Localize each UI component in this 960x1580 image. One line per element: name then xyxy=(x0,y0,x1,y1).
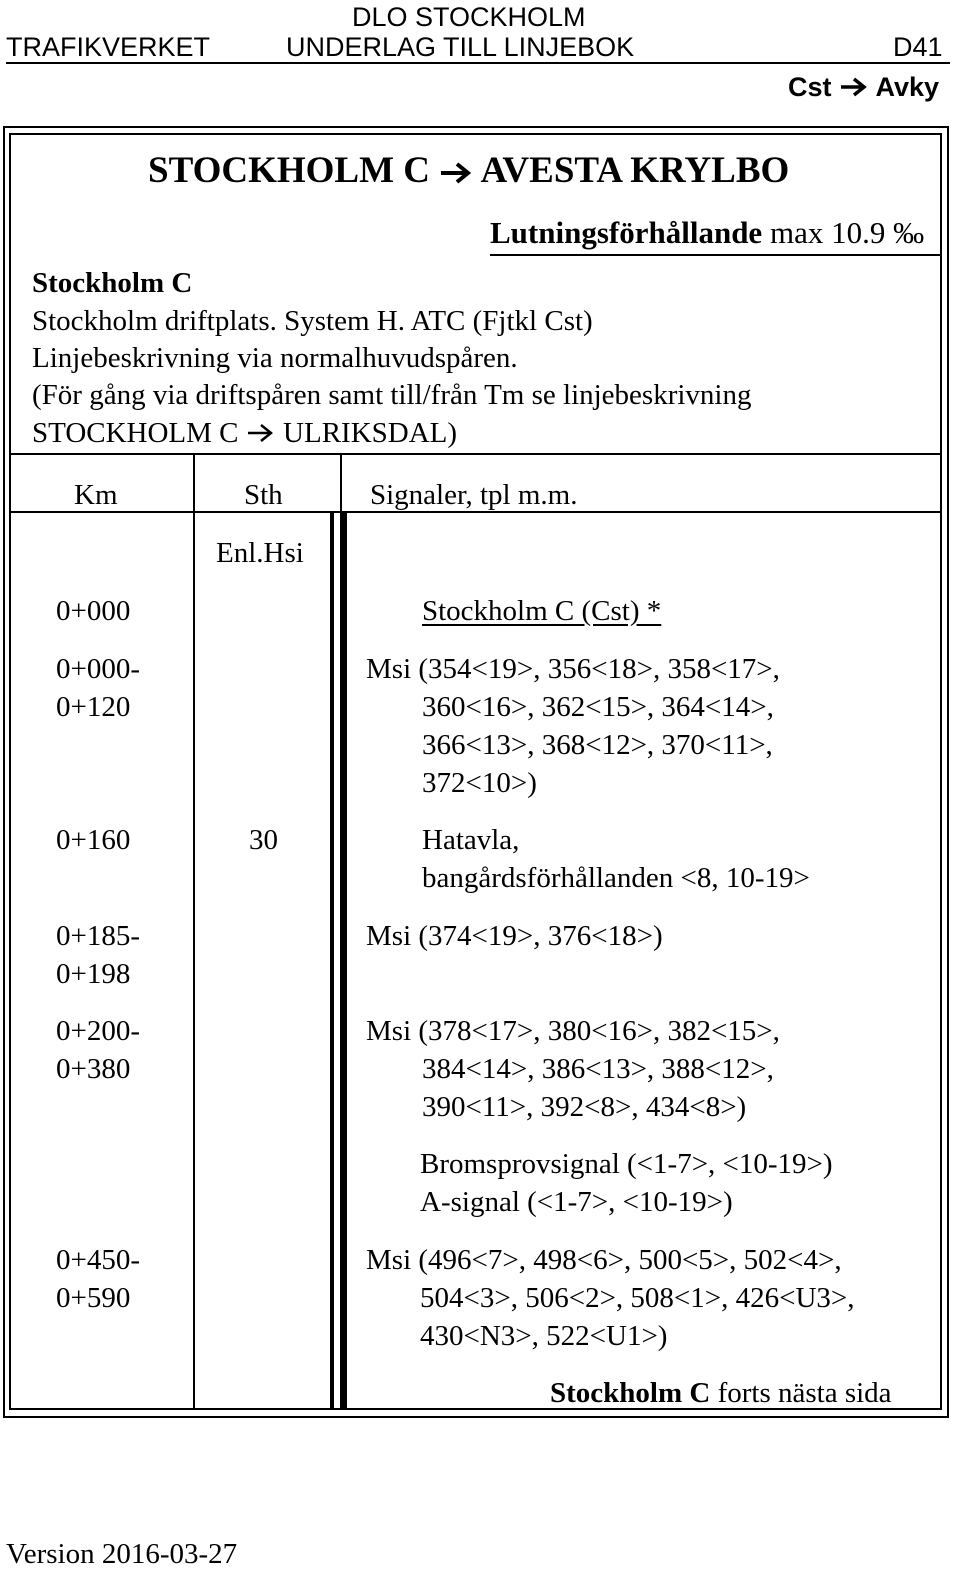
document-title: UNDERLAG TILL LINJEBOK xyxy=(286,32,635,62)
signal-line: Bromsprovsignal (<1-7>, <10-19>) xyxy=(420,1148,833,1180)
table-top-rule xyxy=(9,453,942,455)
station-name: Stockholm C xyxy=(32,267,193,299)
gradient-divider xyxy=(490,254,942,256)
section-title-to: AVESTA KRYLBO xyxy=(480,150,790,191)
signal-line: 366<13>, 368<12>, 370<11>, xyxy=(422,729,773,761)
km-value: 0+160 xyxy=(56,824,131,856)
signal-line: A-signal (<1-7>, <10-19>) xyxy=(420,1186,733,1218)
signal-line: Msi (378<17>, 380<16>, 382<15>, xyxy=(366,1015,780,1047)
continues-station: Stockholm C xyxy=(550,1377,711,1409)
station-info-line4 xyxy=(32,414,457,454)
track-line-right xyxy=(340,511,347,1410)
station-info-line2: Linjebeskrivning via normalhuvudspåren. xyxy=(32,342,518,374)
track-line-left xyxy=(330,511,334,1410)
gradient-value: max 10.9 ‰ xyxy=(769,215,925,250)
km-value: 0+000 xyxy=(56,595,131,627)
station-heading-text: Stockholm C (Cst) * xyxy=(422,595,662,627)
column-header-sth: Sth xyxy=(244,479,283,511)
signal-line: Hatavla, xyxy=(422,824,520,856)
column-divider-km xyxy=(193,453,195,1410)
continues-text: forts nästa sida xyxy=(717,1377,892,1409)
route-to: Avky xyxy=(875,72,940,102)
signal-line: Msi (354<19>, 356<18>, 358<17>, xyxy=(366,653,780,685)
signal-line: bangårdsförhållanden <8, 10-19> xyxy=(422,862,810,894)
signal-line: Msi (496<7>, 498<6>, 500<5>, 502<4>, xyxy=(366,1244,842,1276)
gradient-label: Lutningsförhållande xyxy=(490,215,763,250)
region-label: DLO STOCKHOLM xyxy=(352,2,586,32)
version-label: Version 2016-03-27 xyxy=(6,1538,238,1570)
column-header-signals: Signaler, tpl m.m. xyxy=(370,479,578,511)
signal-line: 384<14>, 386<13>, 388<12>, xyxy=(422,1053,774,1085)
page-id: D41 xyxy=(893,32,943,62)
signal-line: 390<11>, 392<8>, 434<8>) xyxy=(422,1091,747,1123)
station-heading xyxy=(422,592,661,630)
signal-line: Msi (374<19>, 376<18>) xyxy=(366,920,663,952)
section-title-from: STOCKHOLM C xyxy=(148,150,430,191)
km-value: 0+590 xyxy=(56,1282,131,1314)
km-value: 0+198 xyxy=(56,958,131,990)
station-info-line4-to: ULRIKSDAL) xyxy=(283,417,458,449)
signal-line: 360<16>, 362<15>, 364<14>, xyxy=(422,691,774,723)
signal-line: 372<10>) xyxy=(422,767,537,799)
route-from: Cst xyxy=(788,72,832,102)
section-title xyxy=(148,150,789,195)
station-info-line1: Stockholm driftplats. System H. ATC (Fjtkl Cst) xyxy=(32,305,593,337)
signal-line: 504<3>, 506<2>, 508<1>, 426<U3>, xyxy=(420,1282,855,1314)
station-info-line4-from: STOCKHOLM C xyxy=(32,417,239,449)
right-arrow-icon xyxy=(439,153,473,195)
right-arrow-icon xyxy=(246,416,276,454)
column-header-km: Km xyxy=(74,479,118,511)
continues-note xyxy=(550,1374,892,1412)
sth-note: Enl.Hsi xyxy=(216,537,304,569)
header-divider xyxy=(6,62,950,64)
km-value: 0+380 xyxy=(56,1053,131,1085)
gradient-info xyxy=(490,214,924,252)
km-value: 0+185- xyxy=(56,920,141,952)
km-value: 0+450- xyxy=(56,1244,141,1276)
km-value: 0+000- xyxy=(56,653,141,685)
station-info-line3: (För gång via driftspåren samt till/från Tm se linjebeskrivning xyxy=(32,379,752,411)
org-label: TRAFIKVERKET xyxy=(6,32,211,62)
sth-value: 30 xyxy=(249,824,278,856)
signal-line: 430<N3>, 522<U1>) xyxy=(420,1320,668,1352)
column-divider-sth xyxy=(340,453,342,513)
km-value: 0+120 xyxy=(56,691,131,723)
route-indicator xyxy=(788,72,939,104)
right-arrow-icon xyxy=(839,74,869,104)
km-value: 0+200- xyxy=(56,1015,141,1047)
